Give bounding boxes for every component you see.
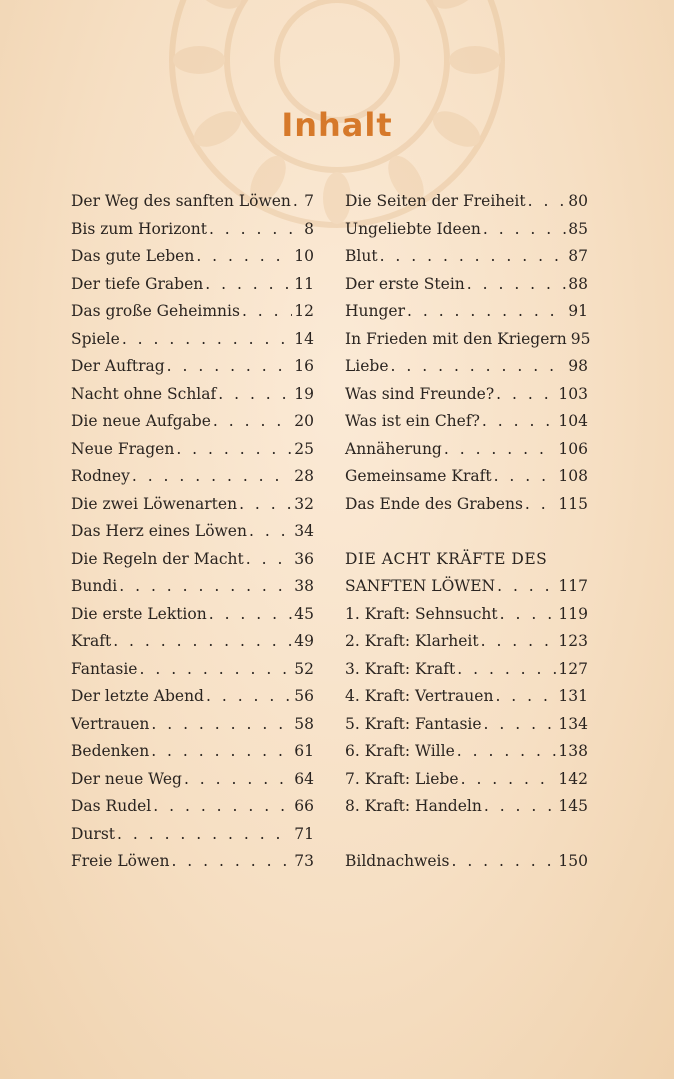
toc-entry-page: 150 (558, 852, 588, 870)
leader-dots (246, 546, 293, 574)
toc-entry (345, 188, 588, 216)
toc-entry-page: 58 (294, 714, 314, 733)
toc-entry-label: Der erste Stein (345, 274, 465, 293)
toc-entry-page: 7 (304, 192, 314, 210)
toc-entry-page: 11 (294, 274, 314, 293)
leader-dots (153, 793, 292, 821)
toc-entry-label: In Frieden mit den Kriegern (345, 329, 567, 348)
toc-entry-label: Durst (71, 824, 116, 843)
toc-entry-label: Der Auftrag (71, 357, 165, 375)
toc-entry-page: 19 (294, 384, 314, 403)
toc-entry-page: 88 (568, 274, 588, 293)
toc-entry-label: Vertrauen (71, 714, 150, 733)
leader-dots (500, 601, 557, 629)
toc-entry (71, 298, 314, 326)
toc-entry-page: 142 (558, 769, 588, 788)
toc-entry (345, 683, 588, 711)
leader-dots (494, 463, 557, 491)
toc-entry-page: 10 (294, 247, 314, 265)
toc-entry (345, 436, 588, 464)
toc-entry-page: 49 (294, 632, 314, 650)
toc-entry-label: Blut (345, 247, 378, 265)
toc-entry (71, 326, 314, 354)
leader-dots (496, 381, 556, 409)
toc-entry (71, 546, 314, 574)
toc-entry-page: 14 (294, 329, 314, 348)
toc-entry-page: 36 (294, 549, 314, 568)
toc-entry-label: Die erste Lektion (71, 604, 207, 623)
leader-dots (242, 298, 292, 326)
leader-dots (122, 326, 292, 354)
toc-entry-label: Das Ende des Grabens (345, 494, 523, 513)
leader-dots (481, 628, 557, 656)
leader-dots (218, 381, 292, 409)
toc-entry-label: 7. Kraft: Liebe (345, 769, 459, 788)
leader-dots (249, 518, 292, 546)
leader-dots (167, 353, 293, 381)
leader-dots (209, 601, 293, 629)
leader-dots (196, 243, 292, 271)
toc-entry-page: 56 (294, 687, 314, 705)
toc-entry (71, 766, 314, 794)
toc-entry (71, 188, 314, 216)
toc-entry-page: 25 (294, 439, 314, 458)
toc-entry-label: Das Rudel (71, 797, 152, 815)
toc-entry-page: 103 (558, 384, 588, 403)
toc-entry-page: 134 (558, 714, 588, 733)
toc-entry-label: Was ist ein Chef? (345, 412, 480, 430)
toc-entry (345, 601, 588, 629)
section-heading-entry (345, 573, 588, 601)
toc-entry (71, 518, 314, 546)
toc-entry-page: 87 (568, 247, 588, 265)
page-title: Inhalt (281, 106, 393, 144)
toc-entry-label: 4. Kraft: Vertrauen (345, 687, 494, 705)
toc-entry (71, 353, 314, 381)
section-heading-page: 117 (558, 577, 588, 595)
leader-dots (213, 408, 292, 436)
spacer (345, 821, 588, 849)
toc-entry (345, 491, 588, 519)
toc-entry-label: 1. Kraft: Sehnsucht (345, 604, 498, 623)
toc-entry-label: Der neue Weg (71, 769, 182, 788)
toc-entry (345, 298, 588, 326)
toc-entry (345, 353, 588, 381)
toc-entry (345, 216, 588, 244)
toc-entry-page: 45 (294, 604, 314, 623)
section-heading-label: SANFTEN LÖWEN (345, 577, 496, 595)
leader-dots (528, 188, 567, 216)
toc-entry (345, 711, 588, 739)
leader-dots (391, 353, 567, 381)
toc-entry-label: Das Herz eines Löwen (71, 522, 247, 540)
toc-entry-label: 2. Kraft: Klarheit (345, 632, 479, 650)
toc-entry-label: Bis zum Horizont (71, 219, 207, 238)
toc-entry-label: Bundi (71, 577, 118, 595)
toc-entry (71, 491, 314, 519)
toc-entry-page: 91 (568, 302, 588, 320)
leader-dots (497, 573, 556, 601)
toc-entry-label: Hunger (345, 302, 405, 320)
toc-entry (71, 848, 314, 876)
toc-entry-label: Annäherung (345, 439, 442, 458)
toc-entry-label: Das große Geheimnis (71, 302, 240, 320)
toc-entry (71, 381, 314, 409)
leader-dots (184, 766, 292, 794)
toc-entry (345, 271, 588, 299)
toc-entry-credits (345, 848, 588, 876)
toc-entry-page: 131 (558, 687, 588, 705)
leader-dots (484, 793, 557, 821)
toc-entry-label: Fantasie (71, 659, 138, 678)
toc-entry-label: Neue Fragen (71, 439, 175, 458)
toc-column-right (345, 188, 591, 876)
toc-entry-page: 138 (558, 742, 588, 760)
leader-dots (483, 216, 566, 244)
leader-dots (209, 216, 302, 244)
toc-entry (71, 656, 314, 684)
toc-entry (71, 436, 314, 464)
toc-entry-page: 71 (294, 824, 314, 843)
toc-entry-label: Die zwei Löwenarten (71, 494, 238, 513)
toc-entry (345, 628, 588, 656)
toc-entry (71, 243, 314, 271)
toc-entry-label: Bildnachweis (345, 852, 450, 870)
toc-entry-page: 104 (558, 412, 588, 430)
leader-dots (205, 271, 292, 299)
toc-entry-label: Kraft (71, 632, 112, 650)
toc-entry-page: 52 (294, 659, 314, 678)
toc-entry-page: 95 (570, 329, 591, 348)
toc-entry (345, 766, 588, 794)
toc-entry-page: 123 (558, 632, 588, 650)
leader-dots (151, 711, 292, 739)
toc-entry-page: 64 (294, 769, 314, 788)
toc-entry-label: Gemeinsame Kraft (345, 467, 492, 485)
toc-entry-page: 80 (568, 192, 588, 210)
toc-column-left (71, 188, 314, 876)
mandala-petal (449, 46, 501, 74)
toc-entry (71, 216, 314, 244)
toc-entry-label: Der Weg des sanften Löwen (71, 192, 291, 210)
toc-entry-page: 34 (294, 522, 314, 540)
toc-entry-page: 38 (294, 577, 314, 595)
toc-entry-label: Liebe (345, 357, 389, 375)
toc-entry-label: Der letzte Abend (71, 687, 204, 705)
toc-entry (345, 656, 588, 684)
toc-entry-label: Bedenken (71, 742, 150, 760)
toc-entry-label: Spiele (71, 329, 120, 348)
toc-entry (71, 573, 314, 601)
leader-dots (457, 656, 556, 684)
toc-entry-page: 115 (558, 494, 588, 513)
toc-entry-label: Freie Löwen (71, 852, 170, 870)
toc-entry-label: Der tiefe Graben (71, 274, 204, 293)
toc-entry-page: 12 (294, 302, 314, 320)
toc-entry-label: Rodney (71, 467, 130, 485)
mandala-petal (173, 46, 225, 74)
leader-dots (151, 738, 292, 766)
leader-dots (467, 271, 567, 299)
toc-entry (71, 408, 314, 436)
toc-entry (345, 408, 588, 436)
toc-entry-label: 8. Kraft: Handeln (345, 797, 482, 815)
toc-entry (71, 711, 314, 739)
toc-entry-label: 3. Kraft: Kraft (345, 659, 456, 678)
leader-dots (457, 738, 557, 766)
toc-entry-page: 98 (568, 357, 588, 375)
leader-dots (495, 683, 556, 711)
toc-entry-page: 85 (568, 219, 588, 238)
leader-dots (139, 656, 292, 684)
toc-entry-label: Die Seiten der Freiheit (345, 192, 526, 210)
leader-dots (444, 436, 557, 464)
toc-entry-label: Das gute Leben (71, 247, 195, 265)
toc-entry-page: 145 (558, 797, 588, 815)
leader-dots (380, 243, 567, 271)
toc-entry-page: 20 (294, 412, 314, 430)
leader-dots (482, 408, 557, 436)
leader-dots (206, 683, 292, 711)
toc-entry-label: 5. Kraft: Fantasie (345, 714, 482, 733)
leader-dots (117, 821, 292, 849)
toc-entry-page: 108 (558, 467, 588, 485)
toc-entry (71, 463, 314, 491)
leader-dots (113, 628, 292, 656)
leader-dots (293, 188, 302, 216)
toc-entry (345, 381, 588, 409)
toc-entry-page: 119 (558, 604, 588, 623)
leader-dots (407, 298, 566, 326)
toc-entry (71, 628, 314, 656)
toc-entry (71, 601, 314, 629)
leader-dots (239, 491, 292, 519)
toc-entry-page: 32 (294, 494, 314, 513)
toc-entry (345, 463, 588, 491)
toc-entry-page: 66 (294, 797, 314, 815)
leader-dots (119, 573, 292, 601)
toc-entry-page: 106 (558, 439, 588, 458)
toc-entry (345, 738, 588, 766)
leader-dots (451, 848, 556, 876)
toc-entry-page: 16 (294, 357, 314, 375)
leader-dots (132, 463, 292, 491)
toc-entry-label: Ungeliebte Ideen (345, 219, 481, 238)
toc-entry-page: 127 (558, 659, 588, 678)
toc-entry-label: Die Regeln der Macht (71, 549, 244, 568)
toc-entry (71, 271, 314, 299)
toc-entry (345, 243, 588, 271)
toc-entry-label: Was sind Freunde? (345, 384, 495, 403)
toc-entry-page: 73 (294, 852, 314, 870)
toc-entry-label: Die neue Aufgabe (71, 412, 211, 430)
toc-entry (71, 738, 314, 766)
toc-entry (71, 793, 314, 821)
leader-dots (484, 711, 557, 739)
leader-dots (461, 766, 557, 794)
section-heading: DIE ACHT KRÄFTE DES (345, 549, 548, 568)
toc-entry (345, 793, 588, 821)
toc-entry (71, 821, 314, 849)
toc-entry-label: 6. Kraft: Wille (345, 742, 455, 760)
leader-dots (171, 848, 292, 876)
toc-entry-page: 28 (294, 467, 314, 485)
toc-entry-page: 61 (294, 742, 314, 760)
spacer (345, 518, 588, 546)
toc-entry-page: 8 (304, 219, 314, 238)
leader-dots (525, 491, 556, 519)
toc-entry (345, 326, 591, 354)
toc-entry (71, 683, 314, 711)
toc-entry-label: Nacht ohne Schlaf (71, 384, 217, 403)
leader-dots (176, 436, 292, 464)
